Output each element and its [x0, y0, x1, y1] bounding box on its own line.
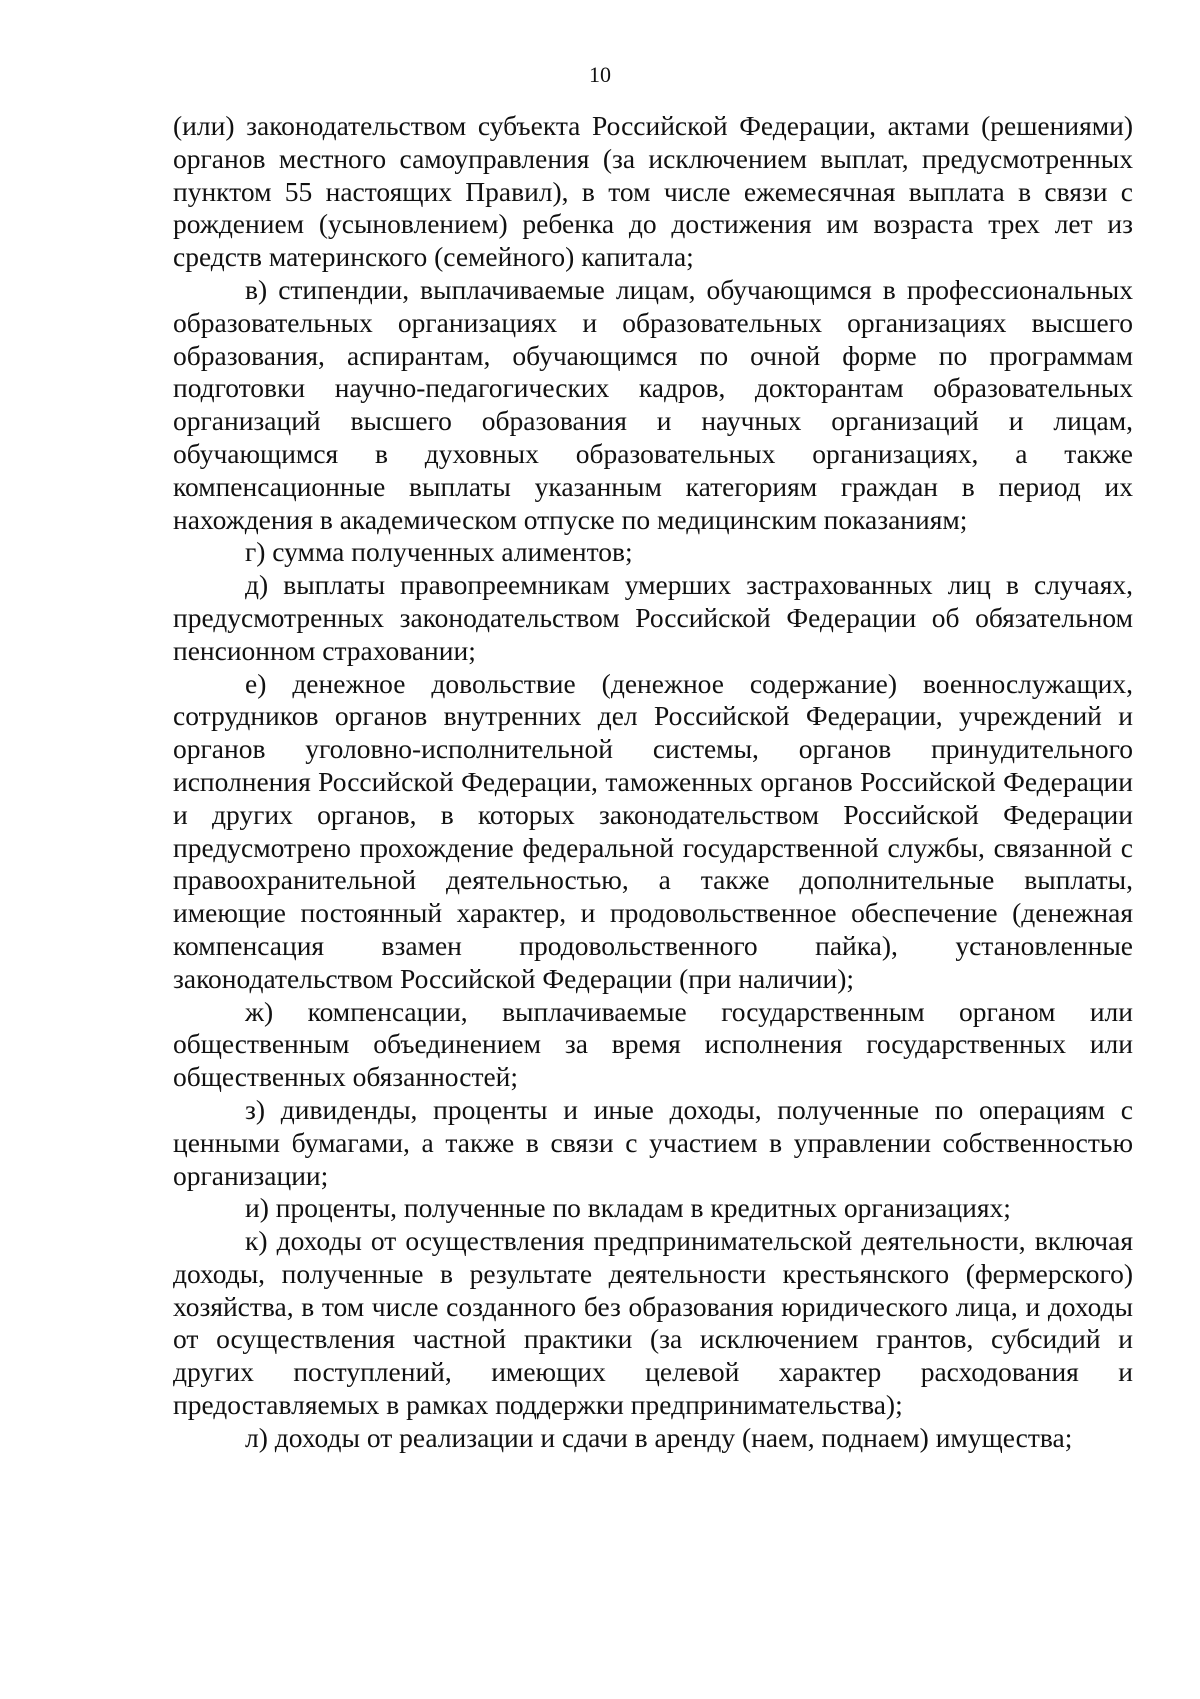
paragraph-item-l: л) доходы от реализации и сдачи в аренду (наем, поднаем) имущества; — [245, 1421, 1073, 1453]
paragraph-item-z: з) дивиденды, проценты и иные доходы, полученные по операциям с ценными бумагами, а также в связи с участием в управлении собственностью организации; — [173, 1093, 1133, 1191]
document-body — [173, 110, 1133, 1455]
paragraph-item-g: г) сумма полученных алиментов; — [245, 536, 633, 568]
paragraph-item-k: к) доходы от осуществления предпринимательской деятельности, включая доходы, полученные в результате деятельности крестьянского (фермерского) хозяйства, в том числе созданного без образования юридического лица, и доходы от осуществления частной практики (за исключением грантов, субсидий и других поступлений, имеющих целевой характер расходования и предоставляемых в рамках поддержки предпринимательства); — [173, 1225, 1133, 1421]
paragraph-item-e: е) денежное довольствие (денежное содержание) военнослужащих, сотрудников органов внутренних дел Российской Федерации, учреждений и органов уголовно-исполнительной системы, органов принудительного исполнения Российской Федерации, таможенных органов Российской Федерации и других органов, в которых законодательством Российской Федерации предусмотрено прохождение федеральной государственной службы, связанной с правоохранительной деятельностью, а также дополнительные выплаты, имеющие постоянный характер, и продовольственное обеспечение (денежная компенсация взамен продовольственного пайка), установленные законодательством Российской Федерации (при наличии); — [173, 667, 1133, 994]
paragraph-item-i: и) проценты, полученные по вкладам в кредитных организациях; — [245, 1192, 1011, 1224]
paragraph-item-zh: ж) компенсации, выплачиваемые государственным органом или общественным объединением за время исполнения государственных или общественных обязанностей; — [173, 995, 1133, 1093]
paragraph-item-v: в) стипендии, выплачиваемые лицам, обучающимся в профессиональных образовательных организациях и образовательных организациях высшего образования, аспирантам, обучающимся по очной форме по программам подготовки научно-педагогических кадров, докторантам образовательных организаций высшего образования и научных организаций и лицам, обучающимся в духовных образовательных организациях, а также компенсационные выплаты указанным категориям граждан в период их нахождения в академическом отпуске по медицинским показаниям; — [173, 273, 1133, 535]
page-number: 10 — [589, 62, 611, 87]
paragraph-continuation: (или) законодательством субъекта Российской Федерации, актами (решениями) органов местного самоуправления (за исключением выплат, предусмотренных пунктом 55 настоящих Правил), в том числе ежемесячная выплата в связи с рождением (усыновлением) ребенка до достижения им возраста трех лет из средств материнского (семейного) капитала; — [173, 110, 1133, 273]
paragraph-item-d: д) выплаты правопреемникам умерших застрахованных лиц в случаях, предусмотренных законодательством Российской Федерации об обязательном пенсионном страховании; — [173, 569, 1133, 666]
